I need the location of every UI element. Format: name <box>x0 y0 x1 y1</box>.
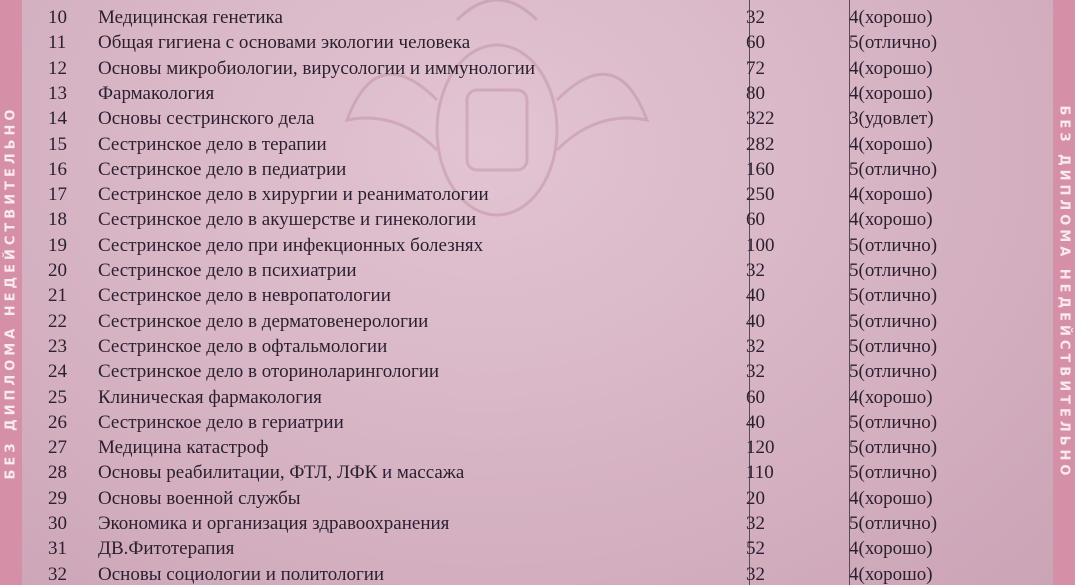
row-number: 29 <box>48 487 67 509</box>
row-number: 13 <box>48 82 67 104</box>
row-number: 16 <box>48 158 67 180</box>
grade-value: 4(хорошо) <box>849 209 933 231</box>
row-number: 26 <box>48 411 67 433</box>
subject-name: Медицина катастроф <box>98 437 269 459</box>
grade-value: 4(хорошо) <box>849 184 933 206</box>
subject-name: Медицинская генетика <box>98 7 283 28</box>
row-number: 31 <box>48 538 67 560</box>
table-row <box>22 536 1053 561</box>
subject-name: Сестринское дело в гериатрии <box>98 411 344 433</box>
grade-value: 4(хорошо) <box>849 487 933 509</box>
row-number: 15 <box>48 133 67 155</box>
table-row <box>22 435 1053 460</box>
hours-value: 40 <box>746 310 765 332</box>
grade-value: 4(хорошо) <box>849 133 933 155</box>
table-row <box>22 5 1053 30</box>
row-number: 28 <box>48 462 67 484</box>
subject-name: Сестринское дело в терапии <box>98 133 327 155</box>
table-row <box>22 157 1053 182</box>
row-number: 23 <box>48 335 67 357</box>
row-number: 20 <box>48 260 67 281</box>
grade-value: 5(отлично) <box>849 260 938 281</box>
table-row <box>22 132 1053 157</box>
subject-name: Сестринское дело при инфекционных болезнях <box>98 234 484 256</box>
subject-name: Клиническая фармакология <box>98 386 322 408</box>
hours-value: 80 <box>746 82 765 104</box>
hours-value: 60 <box>746 386 765 408</box>
hours-value: 160 <box>746 158 775 180</box>
grade-value: 5(отлично) <box>849 437 938 459</box>
hours-value: 100 <box>746 234 775 256</box>
row-number: 32 <box>48 563 67 585</box>
row-number: 25 <box>48 386 67 408</box>
hours-value: 120 <box>746 437 775 459</box>
row-number: 17 <box>48 184 67 206</box>
hours-value: 322 <box>746 108 775 130</box>
row-number: 19 <box>48 234 67 256</box>
hours-value: 72 <box>746 57 765 79</box>
hours-value: 32 <box>746 513 765 534</box>
subject-name: Основы военной службы <box>98 487 301 509</box>
grade-value: 4(хорошо) <box>849 538 933 560</box>
hours-value: 60 <box>746 209 765 231</box>
left-side-band <box>0 0 22 585</box>
right-side-text: БЕЗ ДИПЛОМА НЕДЕЙСТВИТЕЛЬНО <box>1056 105 1072 480</box>
table-row <box>22 562 1053 585</box>
row-number: 22 <box>48 310 67 332</box>
table-row <box>22 486 1053 511</box>
document-page <box>22 0 1053 585</box>
subject-name: Основы реабилитации, ФТЛ, ЛФК и массажа <box>98 462 465 484</box>
subject-name: Основы социологии и политологии <box>98 563 385 585</box>
table-row <box>22 385 1053 410</box>
table-row <box>22 182 1053 207</box>
hours-value: 52 <box>746 538 765 560</box>
table-row <box>22 410 1053 435</box>
subject-name: Сестринское дело в невропатологии <box>98 285 391 307</box>
hours-value: 32 <box>746 7 765 28</box>
hours-value: 110 <box>746 462 774 484</box>
hours-value: 60 <box>746 32 765 54</box>
row-number: 30 <box>48 513 67 534</box>
subject-name: Основы сестринского дела <box>98 108 315 130</box>
row-number: 18 <box>48 209 67 231</box>
subject-name: Сестринское дело в педиатрии <box>98 158 347 180</box>
table-row <box>22 106 1053 131</box>
subject-name: Экономика и организация здравоохранения <box>98 513 450 534</box>
grade-value: 3(удовлет) <box>849 108 934 130</box>
table-row <box>22 233 1053 258</box>
hours-value: 40 <box>746 285 765 307</box>
hours-value: 282 <box>746 133 775 155</box>
grade-value: 5(отлично) <box>849 310 938 332</box>
subject-name: Основы микробиологии, вирусологии и иммунологии <box>98 57 536 79</box>
right-side-band <box>1053 0 1075 585</box>
grade-value: 4(хорошо) <box>849 563 933 585</box>
subject-name: ДВ.Фитотерапия <box>98 538 235 560</box>
subject-name: Сестринское дело в акушерстве и гинекологии <box>98 209 477 231</box>
subject-name: Сестринское дело в оториноларингологии <box>98 361 440 383</box>
grade-value: 5(отлично) <box>849 335 938 357</box>
grade-value: 4(хорошо) <box>849 57 933 79</box>
grade-value: 5(отлично) <box>849 411 938 433</box>
left-side-text: БЕЗ ДИПЛОМА НЕДЕЙСТВИТЕЛЬНО <box>3 105 19 480</box>
grade-value: 5(отлично) <box>849 32 938 54</box>
row-number: 14 <box>48 108 67 130</box>
grade-value: 4(хорошо) <box>849 386 933 408</box>
table-row <box>22 81 1053 106</box>
row-number: 10 <box>48 7 67 28</box>
table-row <box>22 359 1053 384</box>
table-row <box>22 258 1053 283</box>
table-row <box>22 207 1053 232</box>
grade-value: 4(хорошо) <box>849 82 933 104</box>
subject-name: Сестринское дело в офтальмологии <box>98 335 388 357</box>
table-row <box>22 309 1053 334</box>
table-row <box>22 460 1053 485</box>
table-row <box>22 511 1053 536</box>
row-number: 21 <box>48 285 67 307</box>
grade-value: 5(отлично) <box>849 513 938 534</box>
hours-value: 32 <box>746 361 765 383</box>
hours-value: 20 <box>746 487 765 509</box>
grade-value: 5(отлично) <box>849 361 938 383</box>
grade-value: 5(отлично) <box>849 234 938 256</box>
subject-name: Сестринское дело в дерматовенерологии <box>98 310 429 332</box>
hours-value: 32 <box>746 260 765 281</box>
table-row <box>22 56 1053 81</box>
row-number: 27 <box>48 437 67 459</box>
table-row <box>22 334 1053 359</box>
row-number: 12 <box>48 57 67 79</box>
hours-value: 250 <box>746 184 775 206</box>
grade-value: 4(хорошо) <box>849 7 933 28</box>
grade-value: 5(отлично) <box>849 462 938 484</box>
table-row <box>22 283 1053 308</box>
subject-name: Фармакология <box>98 82 215 104</box>
row-number: 24 <box>48 361 67 383</box>
hours-value: 32 <box>746 563 765 585</box>
subject-name: Сестринское дело в психиатрии <box>98 260 357 281</box>
subject-name: Сестринское дело в хирургии и реаниматологии <box>98 184 489 206</box>
row-number: 11 <box>48 32 67 54</box>
hours-value: 32 <box>746 335 765 357</box>
subject-name: Общая гигиена с основами экологии человека <box>98 32 471 54</box>
hours-value: 40 <box>746 411 765 433</box>
grade-value: 5(отлично) <box>849 285 938 307</box>
grade-value: 5(отлично) <box>849 158 938 180</box>
table-row <box>22 30 1053 55</box>
